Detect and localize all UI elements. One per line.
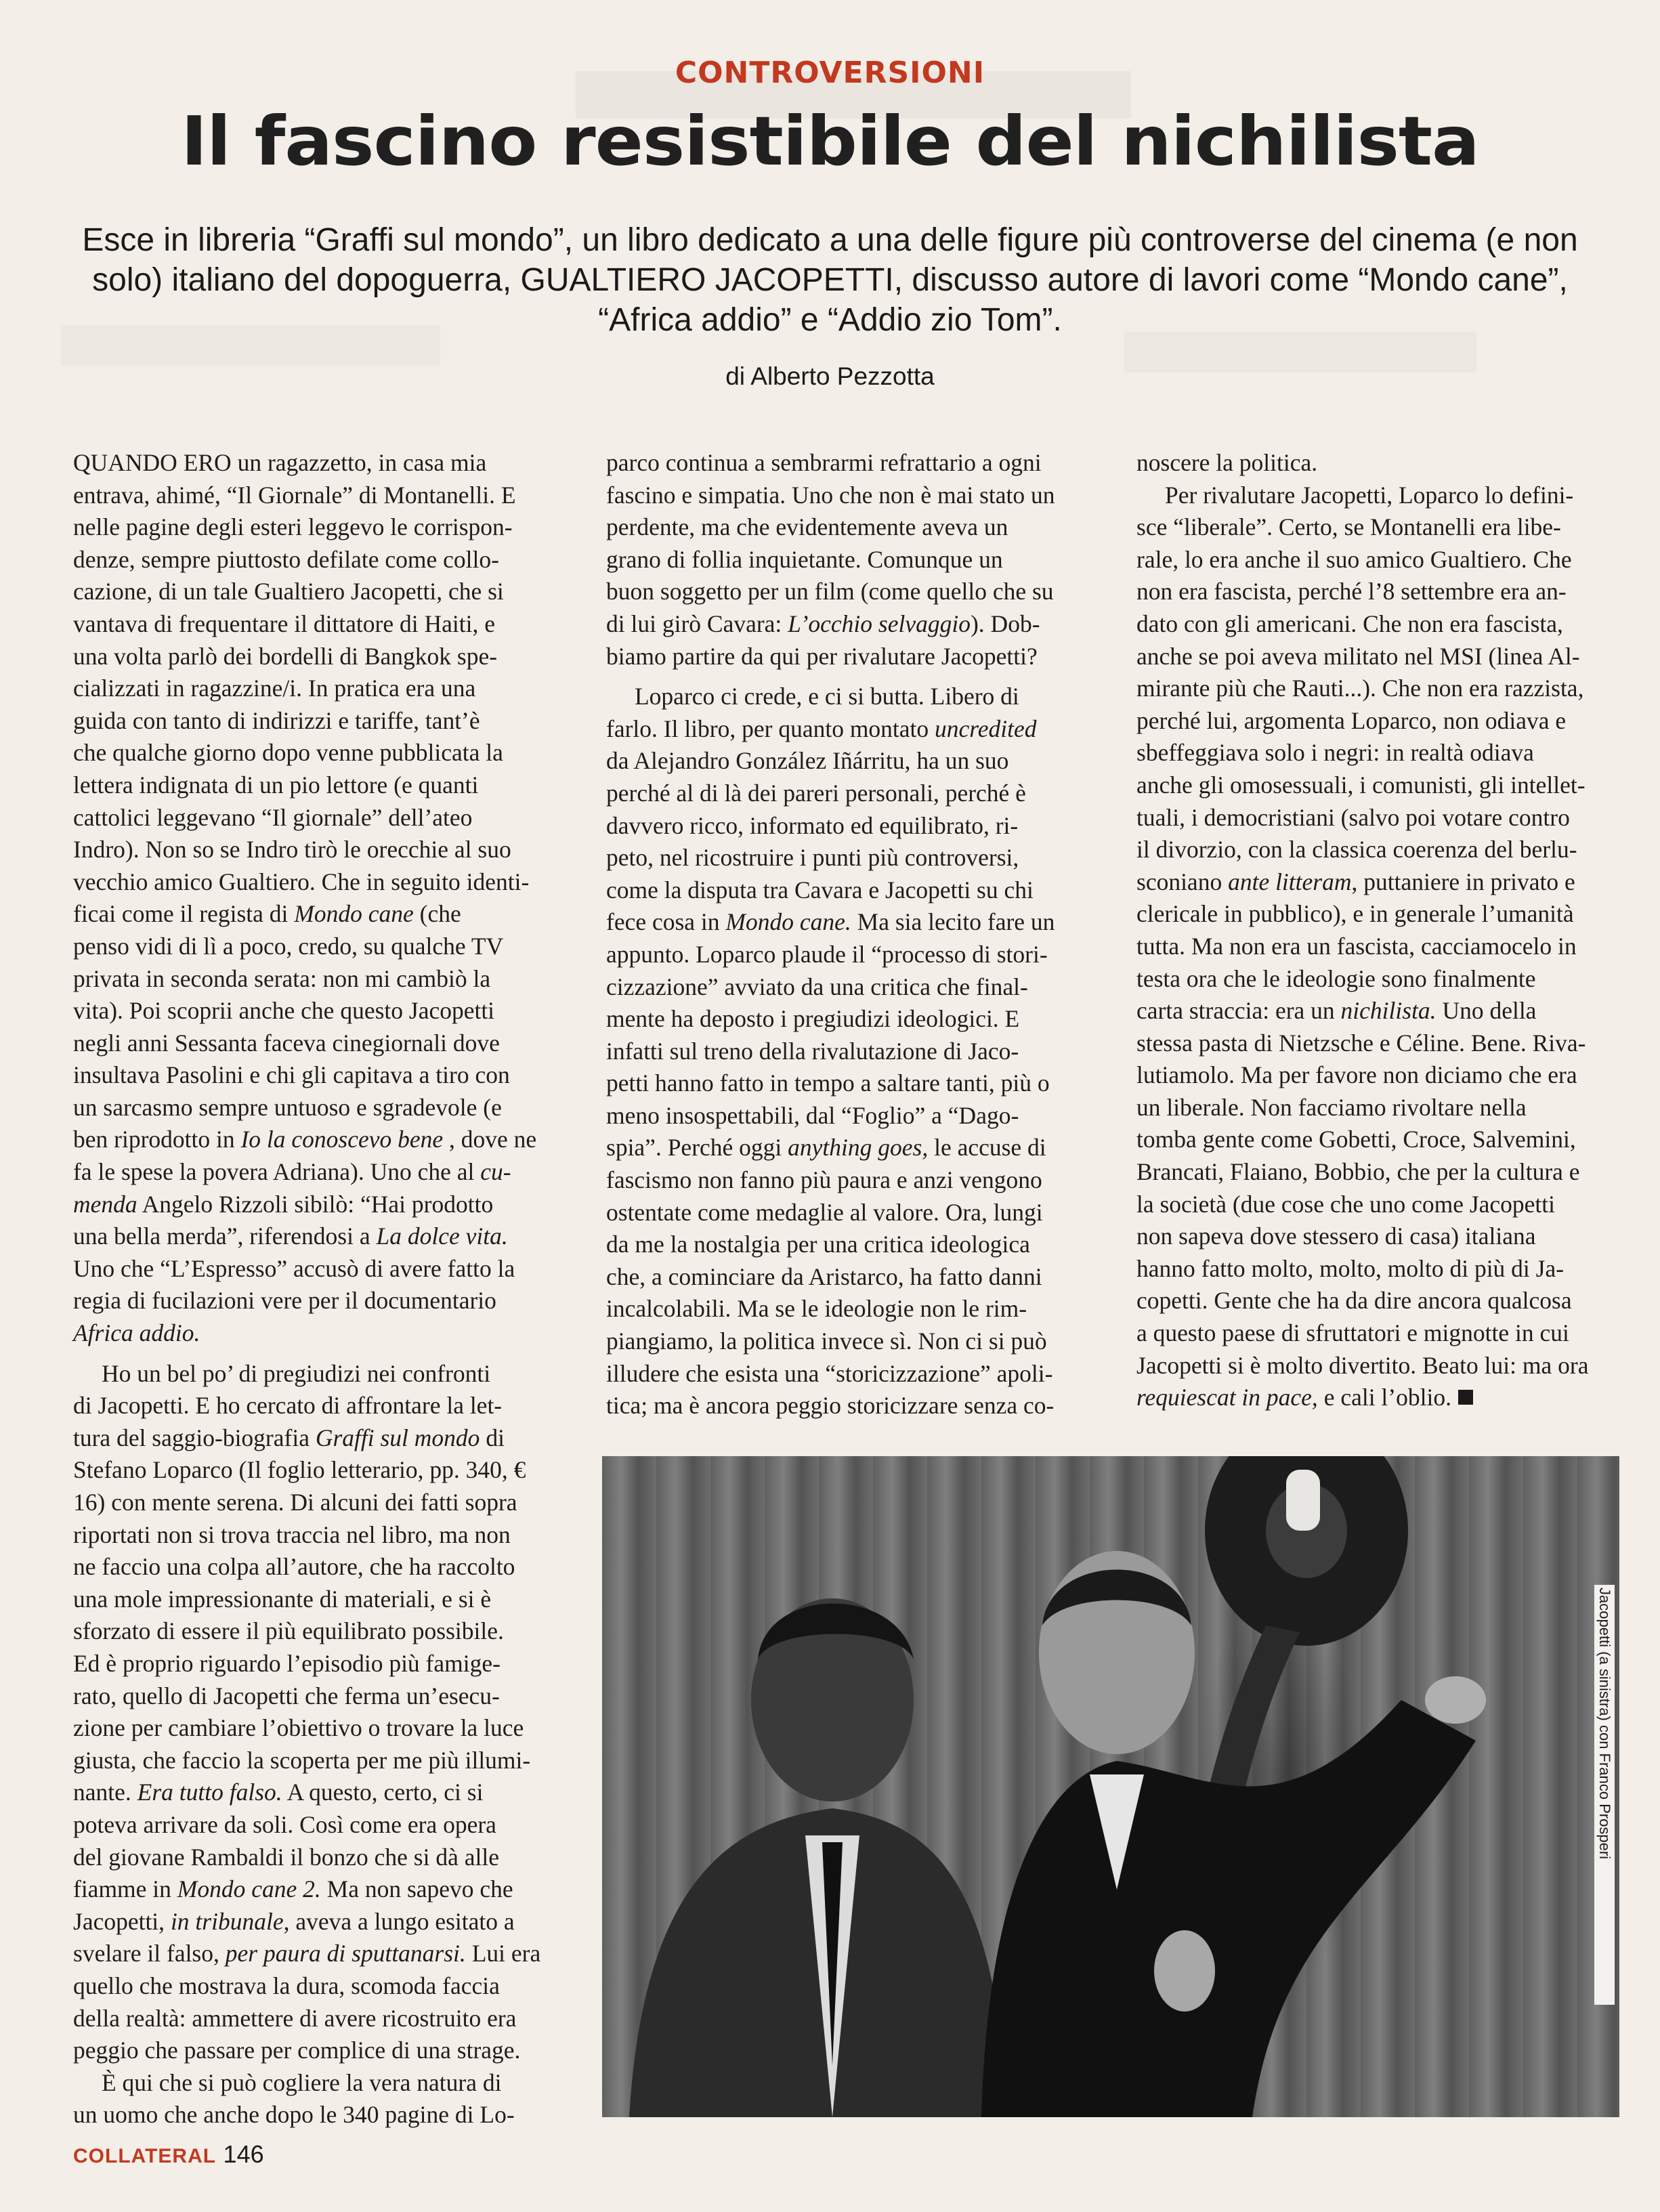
text-line: rato, quello di Jacopetti che ferma un’esecu-: [73, 1682, 500, 1709]
text-line: stessa pasta di Nietzsche e Céline. Bene. Riva-: [1136, 1029, 1586, 1057]
text-line: sforzato di essere il più equilibrato possibile.: [73, 1617, 504, 1645]
text-line: insultava Pasolini e chi gli capitava a tiro con: [73, 1061, 510, 1089]
text-line: buon soggetto per un film (come quello che su: [606, 578, 1054, 605]
text-run: ficai come il regista di: [73, 900, 295, 928]
text-line: privata in seconda serata: non mi cambiò la: [73, 964, 491, 992]
text-line: che, a cominciare da Aristarco, ha fatto danni: [606, 1262, 1042, 1290]
italic-run: L’occhio selvaggio: [788, 610, 971, 637]
text-line: cazione, di un tale Gualtiero Jacopetti, che si: [73, 578, 504, 605]
paragraph: [73, 447, 561, 1350]
page-footer: [73, 2140, 264, 2169]
text-run: (che: [413, 900, 461, 928]
text-line: QUANDO ERO un ragazzetto, in casa mia: [73, 449, 487, 476]
text-run: Angelo Rizzoli sibilò: “Hai prodotto: [137, 1190, 494, 1218]
article-column-1: [73, 447, 561, 2131]
text-line: [1136, 995, 1631, 1027]
italic-run: Graffi sul mondo: [315, 1424, 480, 1451]
text-line: non sapeva dove stessero di casa) italiana: [1136, 1222, 1536, 1250]
text-line: denze, sempre piuttosto defilate come collo-: [73, 545, 499, 573]
text-line: ne faccio una colpa all’autore, che ha raccolto: [73, 1553, 515, 1581]
text-line: Ed è proprio riguardo l’episodio più famige-: [73, 1649, 501, 1677]
text-run: Jacopetti,: [73, 1907, 171, 1935]
section-kicker: CONTROVERSIONI: [675, 56, 985, 90]
text-run: da Alejandro González Iñárritu,: [606, 747, 917, 775]
text-run: una bella merda”, riferendosi a: [73, 1222, 377, 1250]
text-line: sce “liberale”. Certo, se Montanelli era libe-: [1136, 513, 1561, 541]
text-line: [73, 1124, 561, 1156]
article-column-2: [606, 447, 1094, 1422]
text-run: e cali l’oblio.: [1317, 1384, 1451, 1411]
text-line: quello che mostrava la dura, scomoda faccia: [73, 1972, 500, 1999]
text-line: illudere che esista una “storicizzazione” apoli-: [606, 1359, 1053, 1387]
text-run: le accuse di: [928, 1134, 1046, 1162]
text-line: [73, 1777, 561, 1809]
text-line: mente ha deposto i pregiudizi ideologici. E: [606, 1005, 1020, 1033]
text-run: fa le spese la povera Adriana). Uno che al: [73, 1158, 481, 1186]
italic-run: Mondo cane 2.: [177, 1875, 321, 1903]
text-line: tuali, i democristiani (salvo poi votare contro: [1136, 803, 1570, 831]
text-line: petti hanno fatto in tempo a saltare tanti, più o: [606, 1069, 1050, 1097]
text-line: peto, nel ricostruire i punti più controversi,: [606, 844, 1019, 872]
paragraph: [606, 447, 1094, 673]
text-line: È qui che si può cogliere la vera natura di: [102, 2068, 502, 2096]
text-line: tica; ma è ancora peggio storicizzare senza co-: [606, 1392, 1055, 1420]
paragraph: [1136, 480, 1631, 1414]
text-line: meno insospettabili, dal “Foglio” a “Dago-: [606, 1101, 1019, 1129]
text-line: lutiamolo. Ma per favore non diciamo che era: [1136, 1061, 1577, 1089]
text-line: [73, 1906, 561, 1938]
text-line: [606, 906, 1094, 939]
text-line: noscere la politica.: [1136, 449, 1318, 476]
text-line: clericale in pubblico), e in generale l’umanità: [1136, 900, 1574, 928]
italic-run: cu-: [480, 1158, 511, 1186]
text-line: lettera indignata di un pio lettore (e quanti: [73, 771, 479, 799]
text-line: della realtà: ammettere di avere ricostruito era: [73, 2004, 517, 2032]
article-column-3: [1136, 447, 1631, 1414]
text-run: ben riprodotto in: [73, 1126, 241, 1153]
text-line: vecchio amico Gualtiero. Che in seguito identi-: [73, 868, 530, 895]
text-line: cializzati in ragazzine/i. In pratica era una: [73, 675, 476, 702]
text-line: ostentate come medaglie al valore. Ora, lungi: [606, 1198, 1043, 1226]
text-run: ha un suo: [916, 747, 1009, 775]
text-run: Ma sia lecito fare un: [851, 908, 1055, 936]
italic-run: per paura di sputtanarsi.: [225, 1940, 466, 1968]
text-line: parco continua a sembrarmi refrattario a ogni: [606, 449, 1042, 476]
caption-text: Jacopetti (a sinistra) con Franco Prosperi: [1596, 1588, 1613, 1860]
text-line: nelle pagine degli esteri leggevo le corrispon-: [73, 513, 513, 541]
page-number: 146: [223, 2140, 264, 2168]
text-line: appunto. Loparco plaude il “processo di stori-: [606, 940, 1048, 968]
italic-run: anything goes,: [788, 1134, 929, 1162]
text-line: copetti. Gente che ha da dire ancora qualcosa: [1136, 1287, 1572, 1315]
text-line: Stefano Loparco (Il foglio letterario, pp. 340, €: [73, 1456, 526, 1484]
text-line: anche gli omosessuali, i comunisti, gli intellet-: [1136, 771, 1585, 799]
italic-run: La dolce vita.: [376, 1222, 508, 1250]
text-line: tomba gente come Gobetti, Croce, Salvemini,: [1136, 1126, 1576, 1153]
text-line: dato con gli americani. Che non era fascista,: [1136, 610, 1563, 637]
article-photo: [602, 1456, 1619, 2117]
standfirst-line: “Africa addio” e “Addio zio Tom”.: [598, 302, 1062, 338]
text-line: [73, 1156, 561, 1189]
text-line: piangiamo, la politica invece sì. Non ci si può: [606, 1327, 1047, 1355]
text-line: una volta parlò dei bordelli di Bangkok spe-: [73, 642, 498, 670]
text-line: Loparco ci crede, e ci si butta. Libero di: [635, 683, 1019, 710]
text-line: perché lui, argomenta Loparco, non odiava e: [1136, 706, 1567, 734]
text-line: [606, 1132, 1094, 1164]
text-line: [73, 1317, 561, 1350]
text-line: un sarcasmo sempre untuoso e sgradevole (e: [73, 1093, 502, 1121]
paragraph: [1136, 447, 1631, 480]
text-line: riportati non si trova traccia nel libro, ma non: [73, 1520, 511, 1548]
text-line: [1136, 866, 1631, 899]
text-line: Per rivalutare Jacopetti, Loparco lo defini-: [1165, 481, 1574, 509]
italic-run: Io la conoscevo bene: [240, 1126, 444, 1153]
text-line: Brancati, Flaiano, Bobbio, che per la cultura e: [1136, 1158, 1580, 1186]
text-line: testa ora che le ideologie sono finalmente: [1136, 964, 1536, 992]
text-line: infatti sul treno della rivalutazione di Jaco-: [606, 1037, 1019, 1065]
text-line: da me la nostalgia per una critica ideologica: [606, 1231, 1030, 1258]
text-line: cattolici leggevano “Il giornale” dell’ateo: [73, 803, 473, 831]
text-line: Ho un bel po’ di pregiudizi nei confronti: [102, 1359, 491, 1387]
text-line: non era fascista, perché l’8 settembre era an-: [1136, 578, 1567, 605]
text-line: la società (due cose che uno come Jacopetti: [1136, 1190, 1556, 1218]
text-run: carta straccia: era un: [1136, 997, 1341, 1025]
text-line: [1136, 1382, 1631, 1414]
italic-run: uncredited: [935, 715, 1037, 742]
text-line: entrava, ahimé, “Il Giornale” di Montanelli. E: [73, 481, 516, 509]
text-run: di lui girò Cavara:: [606, 610, 788, 637]
italic-run: ante litteram: [1228, 868, 1352, 895]
standfirst-line: Esce in libreria “Graffi sul mondo”, un libro dedicato a una delle figure più controverse del cinema (e non: [82, 222, 1578, 258]
text-line: del giovane Rambaldi il bonzo che si dà alle: [73, 1843, 499, 1871]
text-run: fece cosa in: [606, 908, 726, 936]
text-line: [73, 1189, 561, 1221]
text-line: vita). Poi scoprii anche che questo Jacopetti: [73, 997, 495, 1025]
text-run: Uno della: [1436, 997, 1537, 1025]
paragraph: [73, 2067, 561, 2131]
text-run: Ma non sapevo che: [320, 1875, 513, 1903]
text-line: vantava di frequentare il dittatore di Haiti, e: [73, 610, 495, 637]
text-line: il divorzio, con la classica coerenza del berlu-: [1136, 836, 1577, 864]
text-line: [606, 745, 1094, 778]
text-run: farlo. Il libro, per quanto montato: [606, 715, 935, 742]
text-run: sconiano: [1136, 868, 1229, 895]
byline: di Alberto Pezzotta: [725, 362, 935, 390]
text-run: , dove ne: [443, 1126, 537, 1153]
text-line: perdente, ma che evidentemente aveva un: [606, 513, 1008, 541]
text-run: , puttaniere in privato e: [1351, 868, 1575, 895]
standfirst: [68, 220, 1592, 340]
italic-run: Mondo cane: [294, 900, 414, 928]
text-line: sbeffeggiava solo i negri: in realtà odiava: [1136, 739, 1534, 767]
italic-run: Era tutto falso.: [137, 1779, 282, 1806]
text-line: anche se poi aveva militato nel MSI (linea Al-: [1136, 642, 1580, 670]
text-run: svelare il falso,: [73, 1940, 226, 1968]
text-line: penso vidi di lì a poco, credo, su qualche TV: [73, 932, 504, 960]
text-line: Uno che “L’Espresso” accusò di avere fatto la: [73, 1254, 515, 1282]
text-line: Jacopetti si è molto divertito. Beato lui: ma ora: [1136, 1351, 1589, 1379]
text-line: incalcolabili. Ma se le ideologie non le rim-: [606, 1295, 1027, 1323]
text-line: tutta. Ma non era un fascista, cacciamocelo in: [1136, 932, 1577, 960]
text-run: A questo, certo, ci si: [282, 1779, 484, 1806]
text-line: negli anni Sessanta faceva cinegiornali dove: [73, 1029, 500, 1057]
italic-run: requiescat in pace,: [1136, 1384, 1318, 1411]
text-line: giusta, che faccio la scoperta per me più illumi-: [73, 1746, 531, 1774]
text-line: [606, 608, 1094, 641]
text-run: ). Dob-: [970, 610, 1040, 637]
italic-run: nichilista.: [1340, 997, 1436, 1025]
text-run: , aveva a lungo esitato a: [283, 1907, 515, 1935]
text-line: biamo partire da qui per rivalutare Jacopetti?: [606, 642, 1038, 670]
magazine-brand: COLLATERAL: [73, 2145, 217, 2167]
paragraph: [606, 681, 1094, 1422]
photo-illustration: [602, 1456, 1619, 2117]
text-line: 16) con mente serena. Di alcuni dei fatti sopra: [73, 1489, 517, 1516]
text-line: [73, 898, 561, 931]
italic-run: menda: [73, 1190, 137, 1218]
text-line: Indro). Non so se Indro tirò le orecchie al suo: [73, 836, 511, 864]
text-line: un uomo che anche dopo le 340 pagine di Lo-: [73, 2101, 515, 2129]
text-line: come la disputa tra Cavara e Jacopetti su chi: [606, 876, 1034, 903]
article-title: Il fascino resistibile del nichilista: [181, 102, 1479, 181]
text-line: fascino e simpatia. Uno che non è mai stato un: [606, 481, 1055, 509]
photo-caption: [1594, 1585, 1615, 2005]
text-line: che qualche giorno dopo venne pubblicata la: [73, 739, 503, 767]
end-of-article-mark: [1458, 1390, 1473, 1405]
text-line: [606, 713, 1094, 746]
standfirst-line: solo) italiano del dopoguerra, GUALTIERO JACOPETTI, discusso autore di lavori come “Mondo cane”,: [92, 262, 1568, 298]
text-line: guida con tanto di indirizzi e tariffe, tant’è: [73, 706, 480, 734]
text-line: fascismo non fanno più paura e anzi vengono: [606, 1166, 1042, 1194]
text-line: a questo paese di sfruttatori e mignotte in cui: [1136, 1319, 1569, 1347]
text-line: una mole impressionante di materiali, e si è: [73, 1585, 492, 1613]
text-line: davvero ricco, informato ed equilibrato, ri-: [606, 811, 1019, 839]
text-run: di: [480, 1424, 505, 1451]
text-line: [73, 1422, 561, 1455]
text-run: fiamme in: [73, 1875, 177, 1903]
text-line: poteva arrivare da soli. Così come era opera: [73, 1810, 496, 1838]
text-line: mirante più che Rauti...). Che non era razzista,: [1136, 675, 1584, 702]
text-line: [73, 1873, 561, 1906]
paragraph: [73, 1358, 561, 2067]
text-line: di Jacopetti. E ho cercato di affrontare la let-: [73, 1392, 503, 1420]
text-line: rale, lo era anche il suo amico Gualtiero. Che: [1136, 545, 1572, 573]
italic-run: in tribunale: [170, 1907, 284, 1935]
italic-run: Africa addio.: [73, 1319, 200, 1347]
text-line: zione per cambiare l’obiettivo o trovare la luce: [73, 1714, 524, 1742]
text-line: cizzazione” avviato da una critica che final-: [606, 973, 1028, 1000]
text-run: Lui era: [465, 1940, 541, 1968]
text-line: grano di follia inquietante. Comunque un: [606, 545, 1003, 573]
text-line: regia di fucilazioni vere per il documentario: [73, 1287, 496, 1315]
text-line: [73, 1938, 561, 1970]
text-run: nante.: [73, 1779, 137, 1806]
text-line: hanno fatto molto, molto, molto di più di Ja-: [1136, 1254, 1565, 1282]
text-line: un liberale. Non facciamo rivoltare nella: [1136, 1093, 1527, 1121]
text-line: peggio che passare per complice di una strage.: [73, 2037, 521, 2064]
text-run: tura del saggio-biografia: [73, 1424, 316, 1451]
text-line: [73, 1220, 561, 1253]
italic-run: Mondo cane.: [725, 908, 851, 936]
text-line: perché al di là dei pareri personali, perché è: [606, 779, 1026, 807]
text-run: spia”. Perché oggi: [606, 1134, 788, 1162]
